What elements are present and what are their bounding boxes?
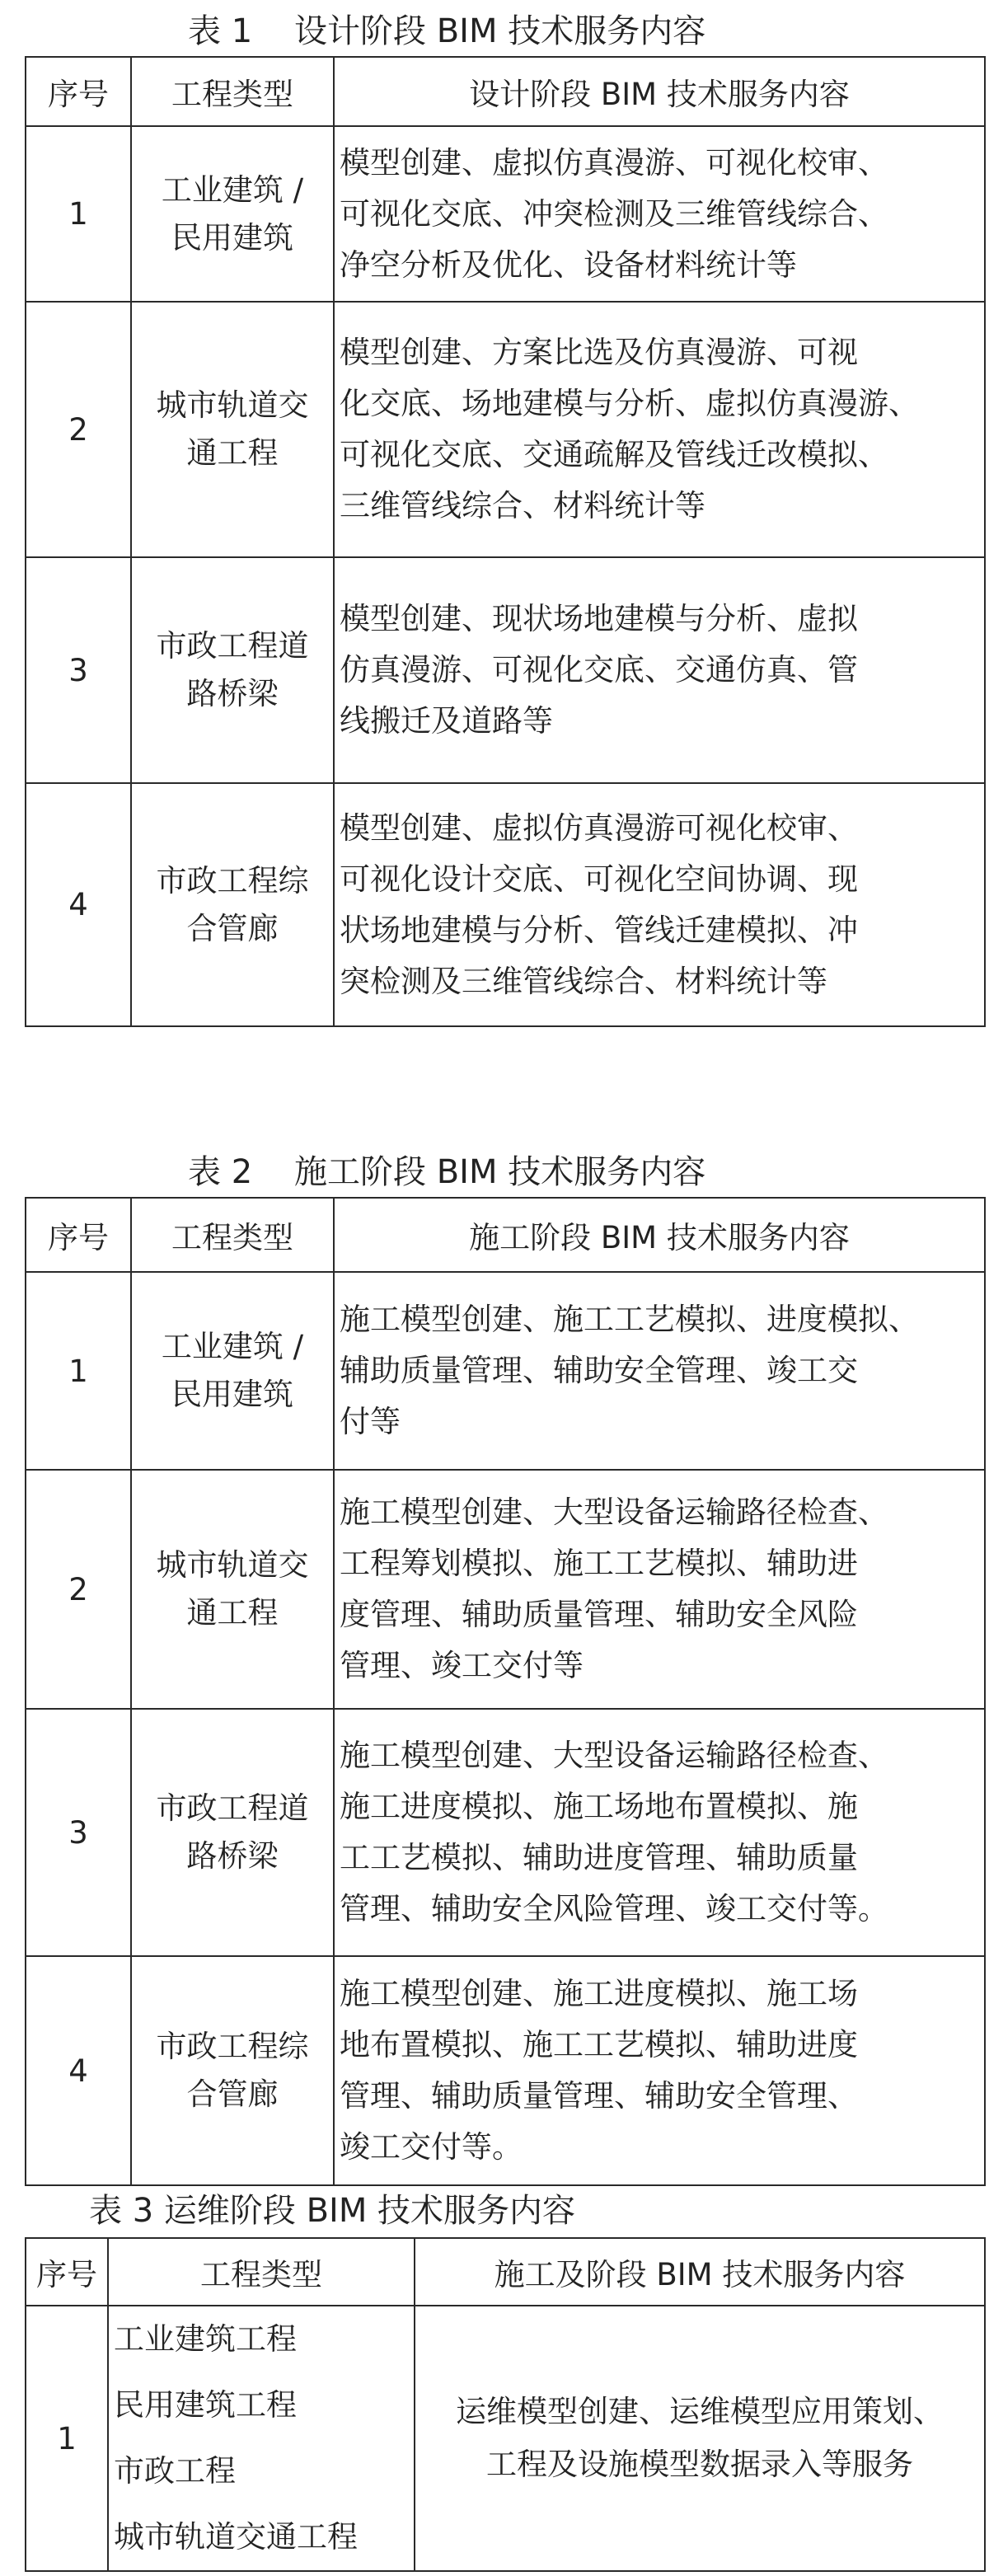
row-type: 市政工程道 路桥梁 — [131, 557, 334, 783]
table3-header-no: 序号 — [26, 2238, 108, 2306]
table1-caption: 表 1 设计阶段 BIM 技术服务内容 — [188, 12, 706, 50]
row-type: 市政工程综 合管廊 — [131, 783, 334, 1026]
table-row — [26, 126, 985, 302]
row-type: 工业建筑 / 民用建筑 — [131, 126, 334, 302]
table2 — [25, 1197, 986, 2186]
table1 — [25, 56, 986, 1027]
table2-header-no: 序号 — [26, 1198, 131, 1272]
table-row — [26, 1709, 985, 1956]
table1-header-row — [26, 57, 985, 126]
table-row — [26, 1956, 985, 2185]
row-content: 模型创建、现状场地建模与分析、虚拟 仿真漫游、可视化交底、交通仿真、管 线搬迁及道路等 — [334, 557, 985, 783]
row-no: 2 — [26, 302, 131, 557]
row-content: 模型创建、虚拟仿真漫游可视化校审、 可视化设计交底、可视化空间协调、现 状场地建模与分析、管线迁建模拟、冲 突检测及三维管线综合、材料统计等 — [334, 783, 985, 1026]
table-row — [26, 1272, 985, 1470]
table-row — [26, 1470, 985, 1709]
table3-header-content: 施工及阶段 BIM 技术服务内容 — [415, 2238, 985, 2306]
row-content: 模型创建、方案比选及仿真漫游、可视 化交底、场地建模与分析、虚拟仿真漫游、 可视化交底、交通疏解及管线迁改模拟、 三维管线综合、材料统计等 — [334, 302, 985, 557]
row-no: 4 — [26, 783, 131, 1026]
table3-caption: 表 3 运维阶段 BIM 技术服务内容 — [89, 2192, 576, 2230]
table-row — [26, 302, 985, 557]
row-content: 运维模型创建、运维模型应用策划、 工程及设施模型数据录入等服务 — [415, 2306, 985, 2571]
row-no: 1 — [26, 1272, 131, 1470]
row-type: 市政工程道 路桥梁 — [131, 1709, 334, 1956]
table2-header-type: 工程类型 — [131, 1198, 334, 1272]
table-row — [26, 557, 985, 783]
table-row — [26, 783, 985, 1026]
row-type: 城市轨道交 通工程 — [131, 1470, 334, 1709]
row-no: 4 — [26, 1956, 131, 2185]
row-type: 城市轨道交 通工程 — [131, 302, 334, 557]
table2-header-row — [26, 1198, 985, 1272]
row-content: 施工模型创建、施工进度模拟、施工场 地布置模拟、施工工艺模拟、辅助进度 管理、辅助质量管理、辅助安全管理、 竣工交付等。 — [334, 1956, 985, 2185]
row-no: 3 — [26, 557, 131, 783]
row-type: 工业建筑 / 民用建筑 — [131, 1272, 334, 1470]
row-no: 1 — [26, 2306, 108, 2571]
row-content: 施工模型创建、施工工艺模拟、进度模拟、 辅助质量管理、辅助安全管理、竣工交 付等 — [334, 1272, 985, 1470]
table3-header-type: 工程类型 — [108, 2238, 415, 2306]
table-row — [26, 2306, 985, 2571]
row-no: 2 — [26, 1470, 131, 1709]
row-no: 1 — [26, 126, 131, 302]
table2-header-content: 施工阶段 BIM 技术服务内容 — [334, 1198, 985, 1272]
table3-header-row — [26, 2238, 985, 2306]
table1-header-type: 工程类型 — [131, 57, 334, 126]
table2-caption: 表 2 施工阶段 BIM 技术服务内容 — [188, 1153, 706, 1191]
row-content: 施工模型创建、大型设备运输路径检查、 工程筹划模拟、施工工艺模拟、辅助进 度管理、辅助质量管理、辅助安全风险 管理、竣工交付等 — [334, 1470, 985, 1709]
table1-header-content: 设计阶段 BIM 技术服务内容 — [334, 57, 985, 126]
row-type: 市政工程综 合管廊 — [131, 1956, 334, 2185]
table3 — [25, 2237, 986, 2572]
table1-header-no: 序号 — [26, 57, 131, 126]
row-no: 3 — [26, 1709, 131, 1956]
row-content: 施工模型创建、大型设备运输路径检查、 施工进度模拟、施工场地布置模拟、施 工工艺模拟、辅助进度管理、辅助质量 管理、辅助安全风险管理、竣工交付等。 — [334, 1709, 985, 1956]
row-type: 工业建筑工程 民用建筑工程 市政工程 城市轨道交通工程 — [108, 2306, 415, 2571]
row-content: 模型创建、虚拟仿真漫游、可视化校审、 可视化交底、冲突检测及三维管线综合、 净空分析及优化、设备材料统计等 — [334, 126, 985, 302]
